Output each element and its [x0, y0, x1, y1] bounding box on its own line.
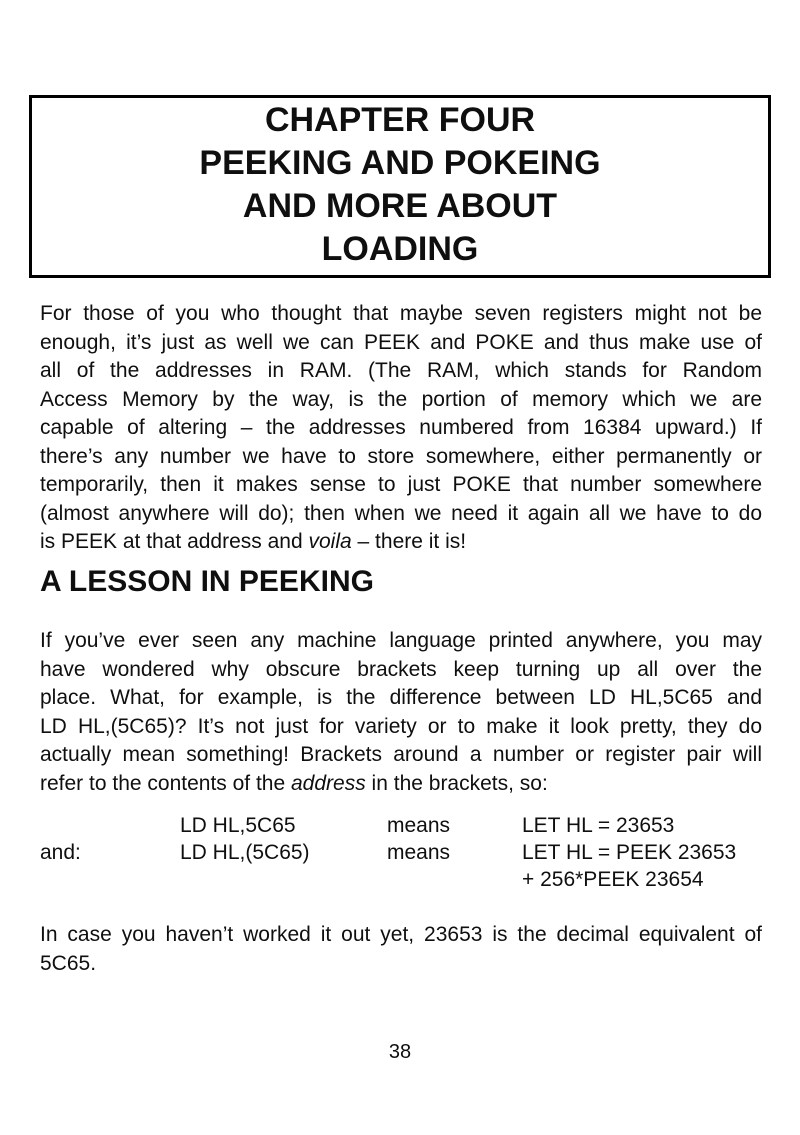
table-cell-result: + 256*PEEK 23654	[522, 868, 704, 891]
intro-paragraph	[40, 300, 762, 557]
paragraph-text: in the brackets, so:	[365, 771, 548, 795]
page-number: 38	[388, 1041, 412, 1063]
paragraph-line: If you’ve ever seen any machine language printed anywhere, you may	[40, 629, 762, 652]
paragraph-text: is PEEK at that address and	[40, 530, 309, 553]
paragraph-text: – there it is!	[351, 530, 467, 553]
chapter-title-line: CHAPTER FOUR	[264, 101, 536, 139]
table-cell-instruction: LD HL,(5C65)	[180, 841, 310, 864]
paragraph-line: all of the addresses in RAM. (The RAM, which stands for Random	[40, 359, 762, 382]
table-cell-instruction	[180, 866, 387, 893]
paragraph-line	[40, 528, 762, 557]
paragraph-line: capable of altering – the addresses numbered from 16384 upward.) If	[40, 416, 762, 439]
table-cell-label: and:	[40, 841, 81, 864]
paragraph-line: have wondered why obscure brackets keep turning up all over the	[40, 657, 762, 681]
table-row	[40, 866, 762, 893]
table-cell-connector	[387, 866, 522, 893]
paragraph-line: In case you haven’t worked it out yet, 23653 is the decimal equivalent of	[40, 923, 762, 946]
section-heading: A LESSON IN PEEKING	[40, 565, 374, 598]
paragraph-line: LD HL,(5C65)? It’s not just for variety or to make it look pretty, they do	[40, 714, 762, 738]
paragraph-line: actually mean something! Brackets around a number or register pair will	[40, 743, 762, 766]
table-cell-label	[40, 866, 180, 893]
paragraph-line: Access Memory by the way, is the portion of memory which we are	[40, 387, 762, 411]
paragraph-line: there’s any number we have to store somewhere, either permanently or	[40, 444, 762, 468]
section-paragraph	[40, 627, 762, 798]
table-cell-connector: means	[387, 841, 451, 864]
table-cell-label	[40, 812, 180, 839]
table-cell-connector: means	[387, 814, 451, 837]
code-example-table	[40, 812, 762, 893]
italic-word: address	[291, 771, 366, 795]
paragraph-line: (almost anywhere will do); then when we need it again all we have to do	[40, 501, 762, 525]
table-cell-result: LET HL = PEEK 23653	[522, 841, 737, 864]
italic-word: voila	[308, 530, 352, 553]
table-row	[40, 812, 762, 839]
paragraph-line: 5C65.	[40, 951, 97, 975]
table-row	[40, 839, 762, 866]
table-cell-instruction: LD HL,5C65	[180, 814, 296, 837]
chapter-title-box	[29, 95, 771, 278]
paragraph-text: refer to the contents of the	[40, 771, 291, 795]
paragraph-line: temporarily, then it makes sense to just POKE that number somewhere	[40, 473, 762, 496]
chapter-title-line: AND MORE ABOUT	[242, 187, 558, 225]
paragraph-line	[40, 770, 762, 799]
chapter-title-line: PEEKING AND POKEING	[199, 144, 601, 182]
paragraph-line: place. What, for example, is the difference between LD HL,5C65 and	[40, 686, 762, 709]
closing-paragraph	[40, 921, 762, 978]
chapter-title-line: LOADING	[321, 230, 479, 268]
paragraph-line: For those of you who thought that maybe seven registers might not be	[40, 302, 762, 325]
table-cell-result: LET HL = 23653	[522, 814, 675, 837]
paragraph-line: enough, it’s just as well we can PEEK and POKE and thus make use of	[40, 330, 762, 354]
